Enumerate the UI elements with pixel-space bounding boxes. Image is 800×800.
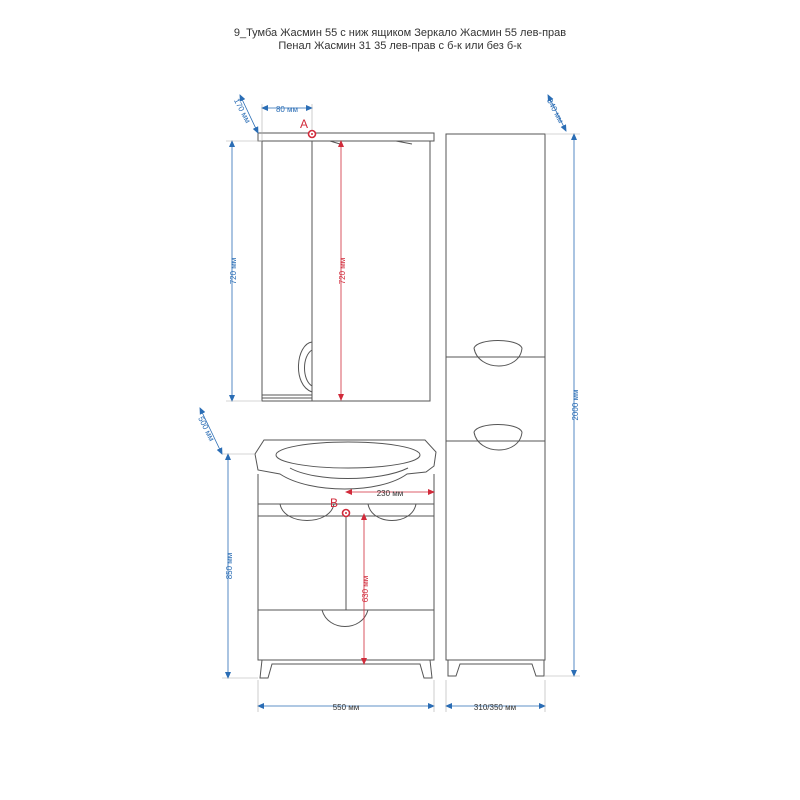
mirror-offset-label: 80 мм — [275, 105, 299, 114]
cabinet-height-label: 850 мм — [225, 552, 234, 580]
pencil-depth-label: 340 мм — [544, 96, 566, 125]
mirror-door — [312, 141, 430, 401]
point-a-marker — [309, 131, 316, 138]
handle-icon — [322, 610, 368, 627]
sink-basin — [255, 440, 436, 489]
pencil-body — [446, 134, 545, 660]
mirror-depth-label: 170 мм — [231, 96, 253, 125]
mirror-top-shelf — [258, 133, 434, 141]
mirror-height-label: 720 мм — [229, 257, 238, 285]
cabinet-depth-label: 500 мм — [196, 414, 217, 443]
point-b-label: B — [330, 496, 339, 510]
cabinet-mount-height-label: 630 мм — [361, 575, 370, 603]
vanity-legs — [260, 660, 432, 678]
handle-icon — [368, 504, 416, 521]
point-a-label: A — [300, 117, 309, 131]
point-b-marker — [343, 510, 350, 517]
vanity-drawer — [258, 610, 434, 660]
pencil-legs — [448, 660, 544, 676]
cabinet-offset-label: 230 мм — [376, 489, 404, 498]
pencil-case — [446, 134, 545, 676]
diagram-title-line-2: Пенал Жасмин 31 35 лев-прав с б-к или без б-к — [278, 40, 522, 52]
diagram-title-line-1: 9_Тумба Жасмин 55 с ниж ящиком Зеркало Жасмин 55 лев-прав — [233, 27, 567, 39]
pencil-width-label: 310/350 мм — [473, 703, 517, 712]
handle-icon — [474, 341, 522, 367]
vanity-cabinet — [255, 440, 436, 678]
handle-icon — [280, 504, 334, 521]
cabinet-width-label: 550 мм — [332, 703, 360, 712]
handle-icon — [474, 425, 522, 451]
pencil-height-label: 2000 мм — [571, 389, 580, 421]
mirror-mount-height-label: 720 мм — [338, 257, 347, 285]
